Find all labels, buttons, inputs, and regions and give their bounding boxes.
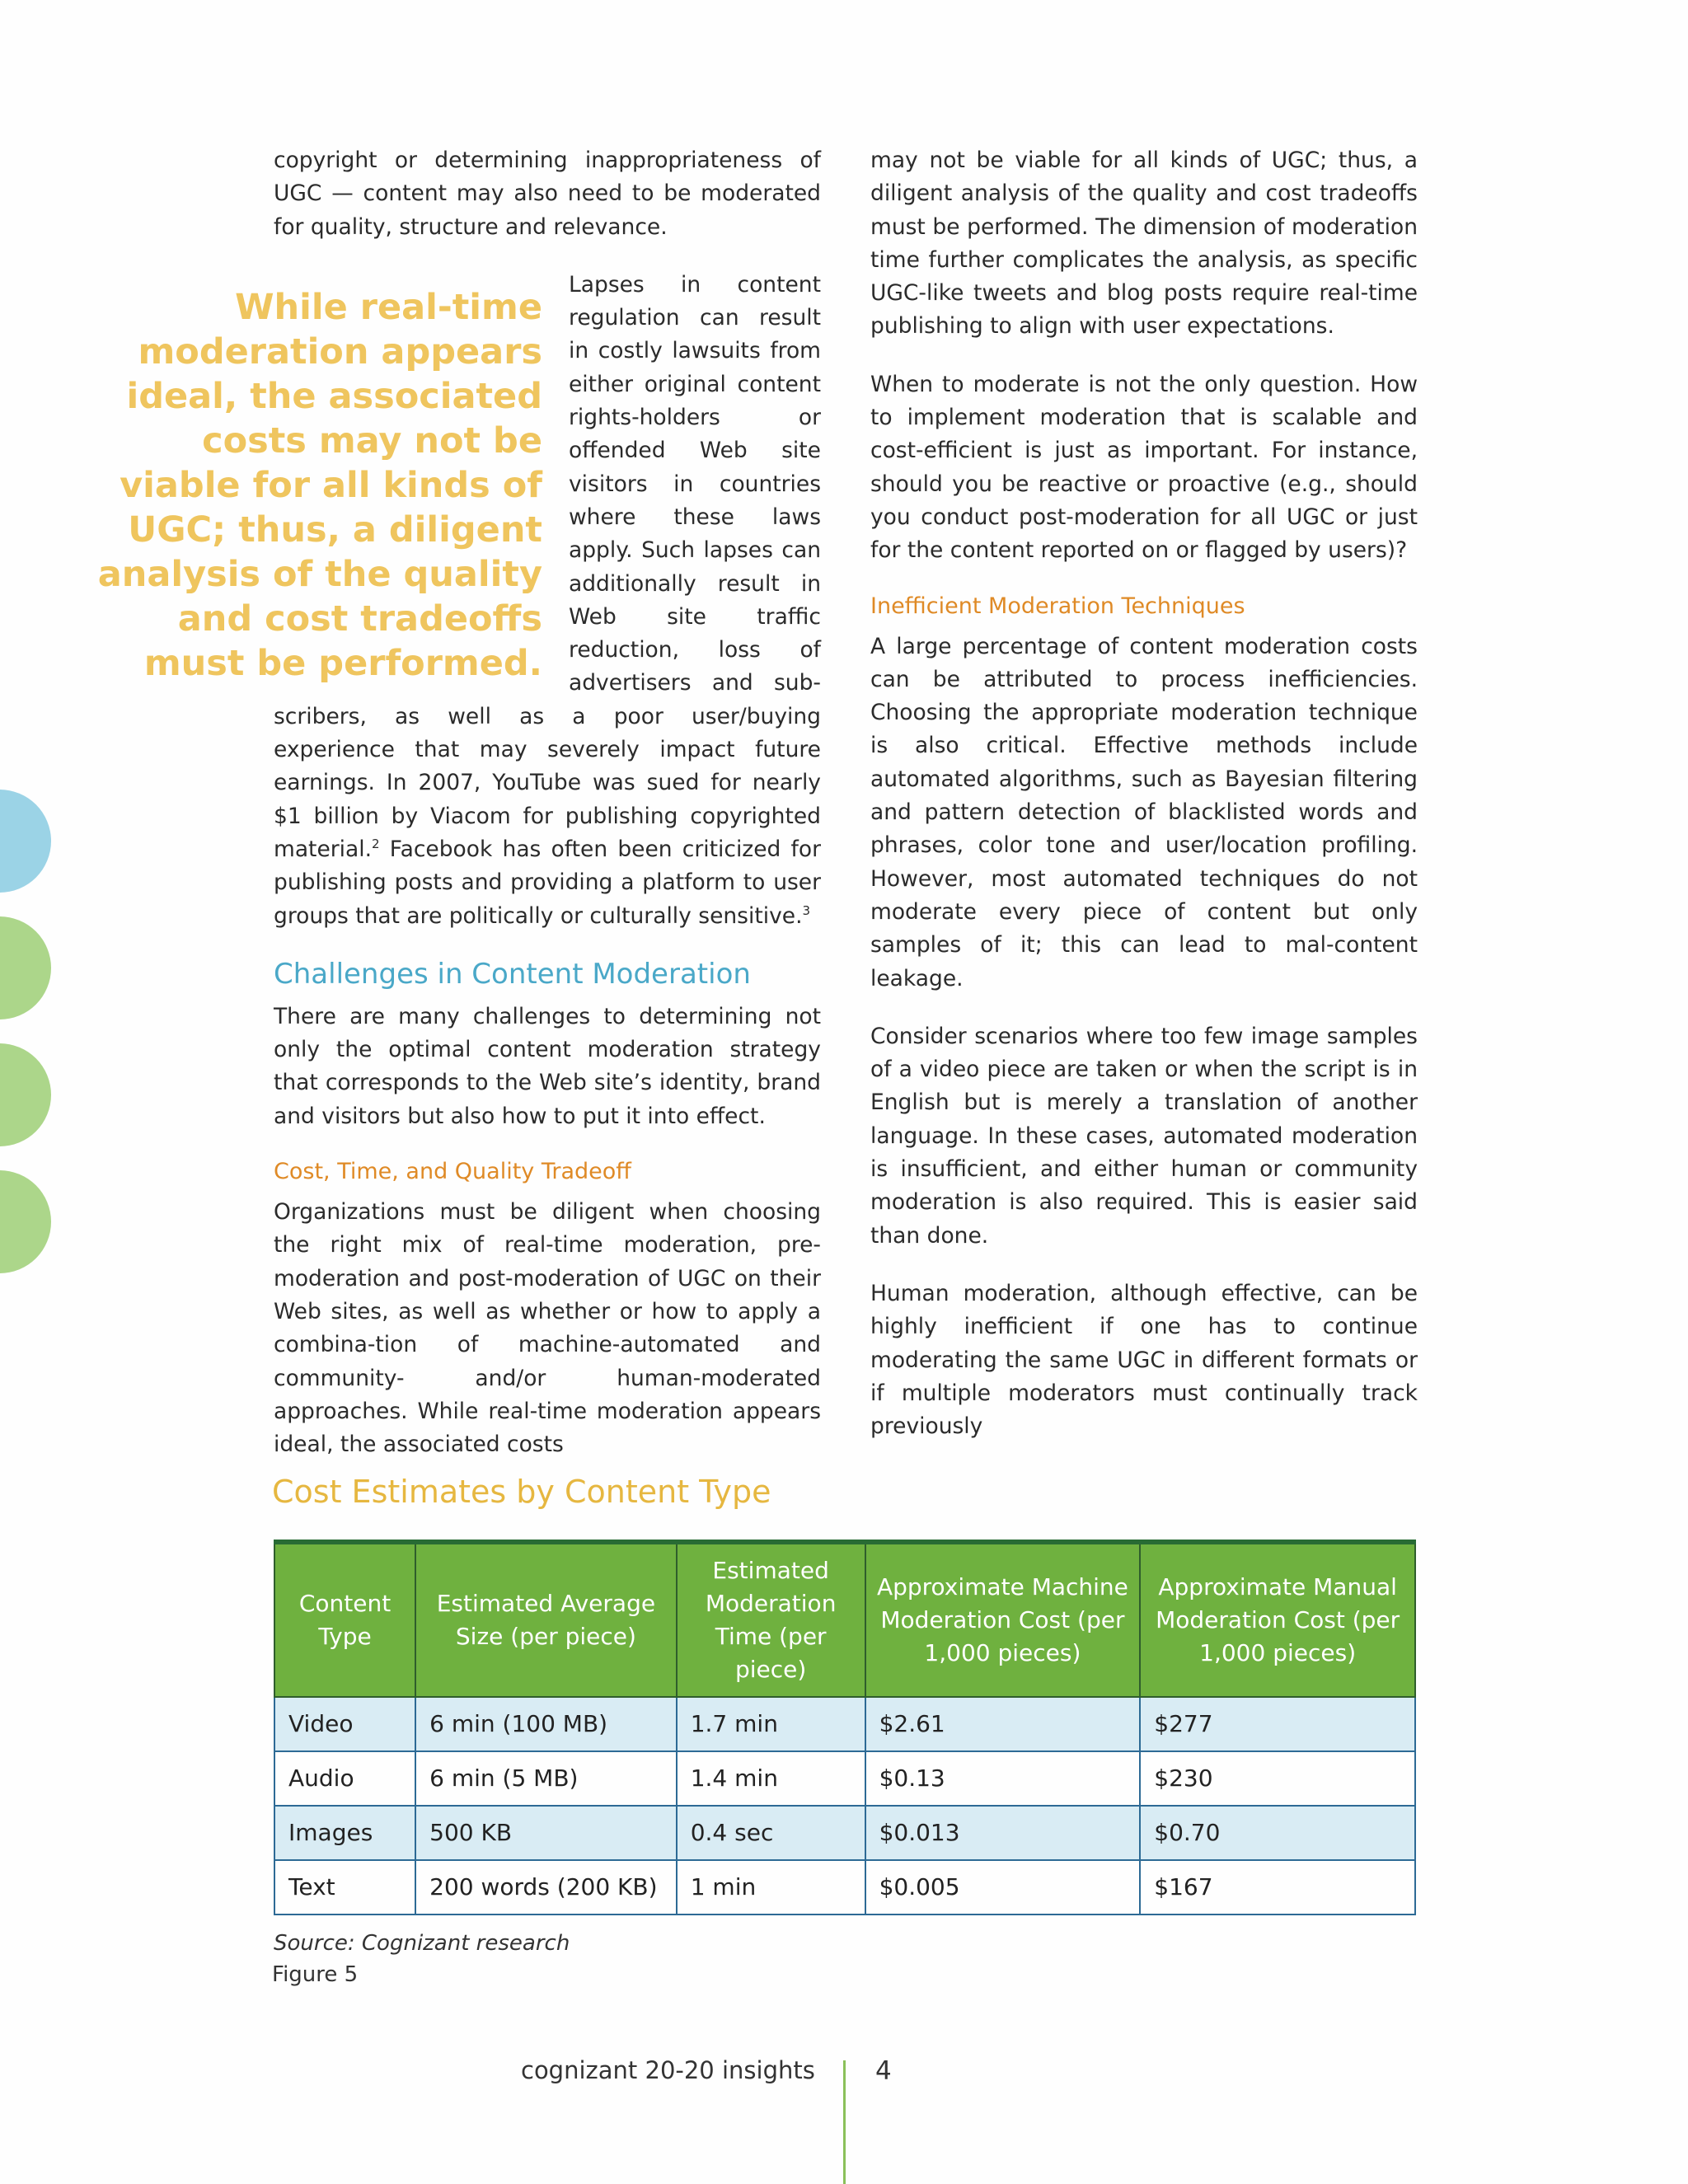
cell-machine-cost: $0.13 (865, 1751, 1141, 1806)
footnote-ref-2: 2 (372, 837, 380, 852)
cell-manual-cost: $0.70 (1140, 1806, 1415, 1860)
decorative-circle-green-3 (0, 1170, 51, 1273)
footnote-ref-3: 3 (802, 902, 811, 918)
header-average-size: Estimated Average Size (per piece) (415, 1542, 677, 1697)
cell-content-type: Text (274, 1860, 415, 1915)
footer-publication-name: cognizant 20-20 insights (521, 2056, 815, 2084)
cell-moderation-time: 1 min (677, 1860, 865, 1915)
cell-content-type: Audio (274, 1751, 415, 1806)
left-paragraph-2-text-a: Lapses in content regulation can result in costly lawsuits from either original content rights-holders or offended Web site visitors in countries where these laws apply. Such lapses can additionally result in Web site traffic reduction, loss of advertisers and sub-scribers, as well as a poor user/buying experience that may severely impact future earnings. In 2007, YouTube was sued for nearly $1 billion by Viacom for publishing copyrighted material. (274, 271, 821, 862)
cell-average-size: 500 KB (415, 1806, 677, 1860)
left-paragraph-4: Organizations must be diligent when choosing the right mix of real-time moderation, pre-moderation and post-moderation of UGC on their Web sites, as well as whether or how to apply a combina-tion of machine-automated and community- and/or human-moderated approaches. While real-time moderation appears ideal, the associated costs (274, 1199, 821, 1458)
header-moderation-time: Estimated Moderation Time (per piece) (677, 1542, 865, 1697)
footer-divider (843, 2060, 846, 2184)
decorative-circle-green-2 (0, 1043, 51, 1146)
cell-average-size: 6 min (5 MB) (415, 1751, 677, 1806)
header-content-type: Content Type (274, 1542, 415, 1697)
right-paragraph-3: A large percentage of content moderation costs can be attributed to process inefficiencies. Choosing the appropriate moderation technique is also critical. Effective methods include automated algorithms, such as Bayesian filtering and pattern detection of blacklisted words and phrases, color tone and user/location profiling. However, most automated techniques do not moderate every piece of content but only samples of it; this can lead to mal-content leakage. (870, 633, 1418, 991)
cell-machine-cost: $0.005 (865, 1860, 1141, 1915)
cell-content-type: Images (274, 1806, 415, 1860)
figure-label: Figure 5 (272, 1962, 359, 1987)
right-paragraph-4: Consider scenarios where too few image samples of a video piece are taken or when the script is in English but is merely a translation of another language. In these cases, automated moderation is insufficient, and either human or community moderation is also required. This is easier said than done. (870, 1023, 1418, 1249)
cell-average-size: 200 words (200 KB) (415, 1860, 677, 1915)
heading-inefficient: Inefficient Moderation Techniques (870, 593, 1245, 619)
cell-content-type: Video (274, 1697, 415, 1751)
decorative-circle-blue (0, 790, 51, 893)
right-paragraph-1: may not be viable for all kinds of UGC; thus, a diligent analysis of the quality and cost tradeoffs must be performed. The dimension of moderation time further complicates the analysis, as specific UGC-like tweets and blog posts require real-time publishing to align with user expectations. (870, 148, 1418, 340)
header-manual-cost: Approximate Manual Moderation Cost (per 1,000 pieces) (1140, 1542, 1415, 1697)
pull-quote: While real-time moderation appears ideal, the associated costs may not be viable for all kinds of UGC; thus, a diligent analysis of the quality and cost tradeoffs must be performed. (97, 286, 542, 684)
table-row (274, 1697, 1415, 1751)
page-number: 4 (875, 2056, 892, 2086)
table-header-row (274, 1542, 1415, 1697)
table-source-note: Source: Cognizant research (274, 1931, 570, 1956)
heading-tradeoff: Cost, Time, and Quality Tradeoff (274, 1159, 631, 1185)
header-machine-cost: Approximate Machine Moderation Cost (per 1,000 pieces) (865, 1542, 1141, 1697)
left-paragraph-1: copyright or determining inappropriateness of UGC — content may also need to be moderated for quality, structure and relevance. (274, 148, 821, 240)
decorative-circle-green-1 (0, 916, 51, 1019)
cost-estimates-table (274, 1540, 1416, 1915)
cell-moderation-time: 1.7 min (677, 1697, 865, 1751)
cell-machine-cost: $2.61 (865, 1697, 1141, 1751)
left-paragraph-2-text-b: Facebook has often been criticized for publishing posts and providing a platform to user groups that are politically or culturally sensitive. (274, 836, 821, 929)
table-title: Cost Estimates by Content Type (272, 1474, 771, 1510)
right-paragraph-5: Human moderation, although effective, can be highly inefficient if one has to continue moderating the same UGC in different formats or if multiple moderators must continually track previously (870, 1280, 1418, 1440)
cell-moderation-time: 1.4 min (677, 1751, 865, 1806)
cell-manual-cost: $167 (1140, 1860, 1415, 1915)
heading-challenges: Challenges in Content Moderation (274, 957, 751, 991)
table-row (274, 1860, 1415, 1915)
cell-moderation-time: 0.4 sec (677, 1806, 865, 1860)
left-paragraph-3: There are many challenges to determining not only the optimal content moderation strategy that corresponds to the Web site’s identity, brand and visitors but also how to put it into effect. (274, 1003, 821, 1129)
cell-machine-cost: $0.013 (865, 1806, 1141, 1860)
right-text-column (870, 144, 1418, 1468)
right-paragraph-2: When to moderate is not the only question. How to implement moderation that is scalable and cost-efficient is just as important. For instance, should you be reactive or proactive (e.g., should you conduct post-moderation for all UGC or just for the content reported on or flagged by users)? (870, 371, 1418, 564)
cell-manual-cost: $230 (1140, 1751, 1415, 1806)
left-text-column (97, 144, 821, 1486)
cell-manual-cost: $277 (1140, 1697, 1415, 1751)
cell-average-size: 6 min (100 MB) (415, 1697, 677, 1751)
table-row (274, 1751, 1415, 1806)
table-row (274, 1806, 1415, 1860)
